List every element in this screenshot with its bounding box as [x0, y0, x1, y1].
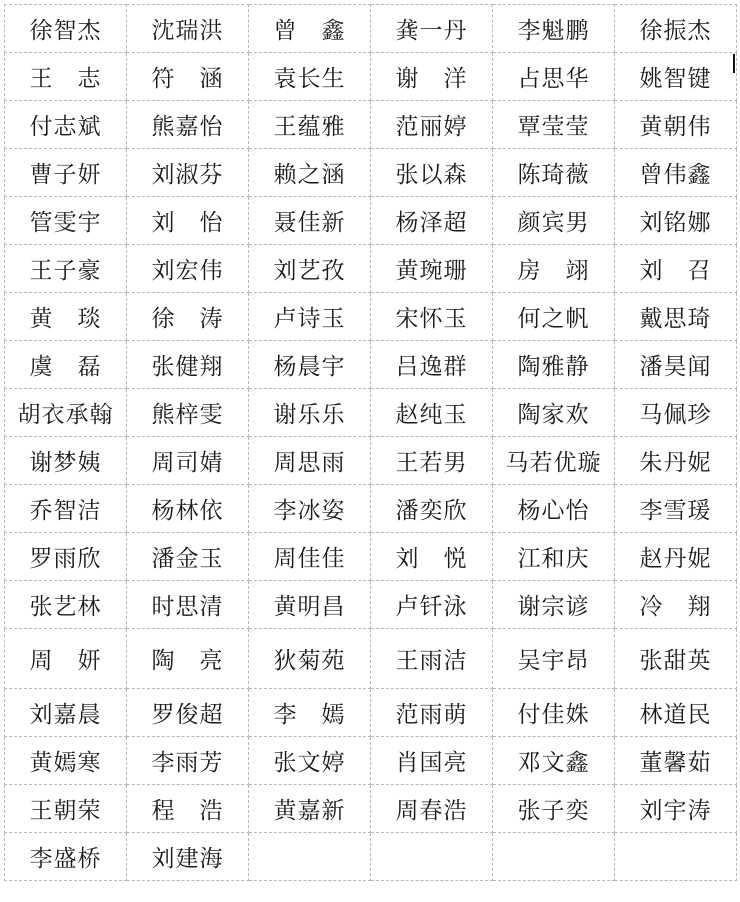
name-cell: 杨心怡 [493, 485, 615, 533]
name-cell: 王蕴雅 [249, 101, 371, 149]
name-cell: 董馨茹 [615, 737, 737, 785]
name-cell: 龚一丹 [371, 5, 493, 53]
name-cell: 李冰姿 [249, 485, 371, 533]
name-cell: 房 翊 [493, 245, 615, 293]
name-cell: 冷 翔 [615, 581, 737, 629]
name-cell: 吴宇昂 [493, 629, 615, 689]
name-cell: 付志斌 [5, 101, 127, 149]
name-cell: 杨林依 [127, 485, 249, 533]
name-cell: 刘宇涛 [615, 785, 737, 833]
name-cell: 刘淑芬 [127, 149, 249, 197]
name-cell: 黄明昌 [249, 581, 371, 629]
name-cell: 陈琦薇 [493, 149, 615, 197]
name-cell: 刘铭娜 [615, 197, 737, 245]
name-cell: 熊梓雯 [127, 389, 249, 437]
name-cell: 邓文鑫 [493, 737, 615, 785]
name-cell: 时思清 [127, 581, 249, 629]
name-cell: 罗雨欣 [5, 533, 127, 581]
name-cell: 刘 怡 [127, 197, 249, 245]
name-cell: 范丽婷 [371, 101, 493, 149]
name-cell: 江和庆 [493, 533, 615, 581]
table-row [5, 485, 737, 533]
table-row [5, 785, 737, 833]
name-cell: 朱丹妮 [615, 437, 737, 485]
name-cell: 林道民 [615, 689, 737, 737]
name-cell: 张文婷 [249, 737, 371, 785]
name-cell: 乔智洁 [5, 485, 127, 533]
name-cell: 潘奕欣 [371, 485, 493, 533]
name-cell: 张子奕 [493, 785, 615, 833]
name-cell: 付佳姝 [493, 689, 615, 737]
name-cell: 狄菊苑 [249, 629, 371, 689]
name-cell: 谢梦姨 [5, 437, 127, 485]
name-cell: 潘昊闻 [615, 341, 737, 389]
name-cell: 宋怀玉 [371, 293, 493, 341]
name-cell: 黄 琰 [5, 293, 127, 341]
name-cell [493, 833, 615, 881]
name-cell: 马佩珍 [615, 389, 737, 437]
name-cell: 赵纯玉 [371, 389, 493, 437]
name-cell: 颜宾男 [493, 197, 615, 245]
name-cell: 虞 磊 [5, 341, 127, 389]
name-cell: 覃莹莹 [493, 101, 615, 149]
table-row [5, 149, 737, 197]
name-cell [249, 833, 371, 881]
text-cursor [733, 54, 735, 73]
table-row [5, 53, 737, 101]
table-row [5, 245, 737, 293]
name-cell: 周春浩 [371, 785, 493, 833]
name-cell: 张以森 [371, 149, 493, 197]
name-cell: 张健翔 [127, 341, 249, 389]
name-cell: 陶雅静 [493, 341, 615, 389]
name-cell: 卢钎泳 [371, 581, 493, 629]
name-cell: 姚智键 [615, 53, 737, 101]
name-cell: 肖国亮 [371, 737, 493, 785]
name-cell: 杨泽超 [371, 197, 493, 245]
name-cell: 杨晨宇 [249, 341, 371, 389]
name-cell: 陶家欢 [493, 389, 615, 437]
name-cell: 黄琬珊 [371, 245, 493, 293]
name-cell: 陶 亮 [127, 629, 249, 689]
name-cell: 刘宏伟 [127, 245, 249, 293]
name-cell: 占思华 [493, 53, 615, 101]
name-cell: 胡衣承翰 [5, 389, 127, 437]
name-cell: 吕逸群 [371, 341, 493, 389]
name-cell: 周佳佳 [249, 533, 371, 581]
name-cell: 王若男 [371, 437, 493, 485]
name-cell: 刘嘉晨 [5, 689, 127, 737]
name-cell: 曾伟鑫 [615, 149, 737, 197]
name-cell: 李魁鹏 [493, 5, 615, 53]
name-cell: 袁长生 [249, 53, 371, 101]
table-row [5, 437, 737, 485]
table-row [5, 341, 737, 389]
table-row [5, 197, 737, 245]
name-cell: 徐振杰 [615, 5, 737, 53]
name-cell: 刘 召 [615, 245, 737, 293]
name-cell: 李雪瑗 [615, 485, 737, 533]
name-cell: 徐智杰 [5, 5, 127, 53]
name-cell [371, 833, 493, 881]
table-row [5, 629, 737, 689]
name-cell: 李 嫣 [249, 689, 371, 737]
table-row [5, 737, 737, 785]
name-cell: 卢诗玉 [249, 293, 371, 341]
name-cell: 谢 洋 [371, 53, 493, 101]
name-cell: 谢宗谚 [493, 581, 615, 629]
name-cell: 刘 悦 [371, 533, 493, 581]
name-cell: 符 涵 [127, 53, 249, 101]
table-row [5, 581, 737, 629]
name-cell: 黄朝伟 [615, 101, 737, 149]
name-cell: 沈瑞洪 [127, 5, 249, 53]
name-cell: 刘艺孜 [249, 245, 371, 293]
table-row [5, 533, 737, 581]
name-cell: 李雨芳 [127, 737, 249, 785]
name-cell: 程 浩 [127, 785, 249, 833]
name-cell: 赵丹妮 [615, 533, 737, 581]
name-list-body [5, 5, 737, 881]
name-cell: 张艺林 [5, 581, 127, 629]
table-row [5, 833, 737, 881]
name-cell: 黄嘉新 [249, 785, 371, 833]
table-row [5, 293, 737, 341]
name-cell: 潘金玉 [127, 533, 249, 581]
name-cell: 熊嘉怡 [127, 101, 249, 149]
name-cell: 王朝荣 [5, 785, 127, 833]
name-cell: 何之帆 [493, 293, 615, 341]
name-cell: 戴思琦 [615, 293, 737, 341]
name-cell: 王 志 [5, 53, 127, 101]
name-cell [615, 833, 737, 881]
name-cell: 聂佳新 [249, 197, 371, 245]
name-cell: 张甜英 [615, 629, 737, 689]
table-row [5, 389, 737, 437]
name-cell: 周思雨 [249, 437, 371, 485]
name-cell: 曾 鑫 [249, 5, 371, 53]
name-cell: 马若优璇 [493, 437, 615, 485]
table-row [5, 5, 737, 53]
name-cell: 谢乐乐 [249, 389, 371, 437]
name-cell: 曹子妍 [5, 149, 127, 197]
name-cell: 刘建海 [127, 833, 249, 881]
name-cell: 范雨萌 [371, 689, 493, 737]
name-list-table [4, 4, 737, 881]
name-cell: 王雨洁 [371, 629, 493, 689]
name-cell: 管雯宇 [5, 197, 127, 245]
name-cell: 罗俊超 [127, 689, 249, 737]
name-cell: 王子豪 [5, 245, 127, 293]
name-cell: 周 妍 [5, 629, 127, 689]
table-row [5, 101, 737, 149]
name-cell: 徐 涛 [127, 293, 249, 341]
name-cell: 赖之涵 [249, 149, 371, 197]
name-cell: 黄嫣寒 [5, 737, 127, 785]
name-cell: 李盛桥 [5, 833, 127, 881]
name-cell: 周司婧 [127, 437, 249, 485]
table-row [5, 689, 737, 737]
